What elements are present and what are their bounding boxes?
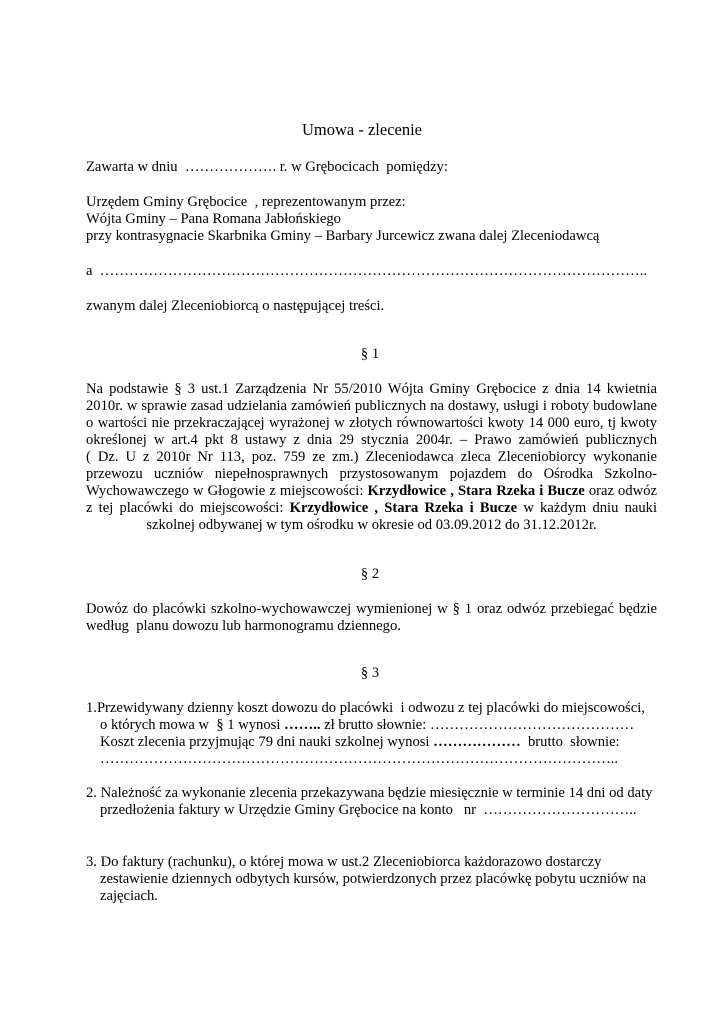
total-cost-blank: ……………… (433, 734, 521, 750)
section3-item1-line-1: 1.Przewidywany dzienny koszt dowozu do placówki i odwozu z tej placówki do miejscowości, (86, 700, 645, 716)
section1-heading: § 1 (360, 346, 380, 362)
section3-item2-line-1: 2. Należność za wykonanie zlecenia przekazywana będzie miesięcznie w terminie 14 dni od daty (86, 785, 653, 801)
section3-item3-line-1: 3. Do faktury (rachunku), o której mowa w ust.2 Zleceniobiorca każdorazowo dostarczy (86, 854, 602, 870)
section3-item3-line-2: zestawienie dziennych odbytych kursów, potwierdzonych przez placówkę pobytu uczniów na (100, 871, 647, 887)
document-title: Umowa - zlecenie (301, 120, 423, 139)
section1-line-6: przewozu uczniów niepełnosprawnych przystosowanym pojazdem do Ośrodka Szkolno- (86, 466, 657, 482)
locations-bold-1: Krzydłowice , Stara Rzeka i Bucze (367, 483, 585, 499)
section2-line-2: według planu dowozu lub harmonogramu dziennego. (86, 618, 401, 634)
section2-heading: § 2 (360, 566, 380, 582)
section1-line-4: określonej w art.4 pkt 8 ustawy z dnia 29 stycznia 2004r. – Prawo zamówień publicznych (86, 432, 657, 448)
section1-line-2: 2010r. w sprawie zasad udzielania zamówień publicznych na dostawy, usługi i roboty budowlane (86, 398, 657, 414)
section1-line-5: ( Dz. U z 2010r Nr 113, poz. 759 ze zm.) Zleceniodawca zleca Zleceniobiorcy wykonanie (86, 449, 657, 465)
section1-line-7: Wychowawczego w Głogowie z miejscowości: Krzydłowice , Stara Rzeka i Bucze oraz odwóz (86, 483, 657, 499)
daily-cost-blank: …….. (284, 717, 321, 733)
locations-bold-2: Krzydłowice , Stara Rzeka i Bucze (289, 500, 518, 516)
section2-line-1: Dowóz do placówki szkolno-wychowawczej wymienionej w § 1 oraz odwóz przebiegać będzie (86, 601, 657, 617)
party1-line-1: Urzędem Gminy Grębocice , reprezentowanym przez: (86, 194, 406, 210)
section1-line-3: o wartości nie przekraczającej wyrażonej w złotych równowartości kwoty 14 000 euro, tj kwoty (86, 415, 657, 431)
section3-heading: § 3 (360, 665, 380, 681)
section3-item1-line-2: o których mowa w § 1 wynosi …….. zł brutto słownie: …………………………………… (100, 717, 635, 733)
party1-line-2: Wójta Gminy – Pana Romana Jabłońskiego (86, 211, 341, 227)
section1-line-8: z tej placówki do miejscowości: Krzydłowice , Stara Rzeka i Bucze w każdym dniu nauki (86, 500, 657, 516)
section3-item1-line-3: Koszt zlecenia przyjmując 79 dni nauki szkolnej wynosi ……………… brutto słownie: (100, 734, 620, 750)
party2-line: a ………………………………………………………………………………………………….. (86, 263, 648, 279)
section3-item2-line-2: przedłożenia faktury w Urzędzie Gminy Grębocice na konto nr ………………………….. (100, 802, 637, 818)
contract-date-line: Zawarta w dniu ………………. r. w Grębocicach pomiędzy: (86, 159, 448, 175)
section1-line-9: szkolnej odbywanej w tym ośrodku w okresie od 03.09.2012 do 31.12.2012r. (146, 517, 597, 533)
party1-line-3: przy kontrasygnacie Skarbnika Gminy – Barbary Jurcewicz zwana dalej Zleceniodawcą (86, 228, 600, 244)
section3-item1-line-4: …………………………………………………………………………………………….. (100, 751, 619, 767)
intro-closing-line: zwanym dalej Zleceniobiorcą o następującej treści. (86, 298, 385, 314)
section1-line-1: Na podstawie § 3 ust.1 Zarządzenia Nr 55/2010 Wójta Gminy Grębocice z dnia 14 kwietnia (86, 381, 657, 397)
section3-item3-line-3: zajęciach. (100, 888, 158, 904)
